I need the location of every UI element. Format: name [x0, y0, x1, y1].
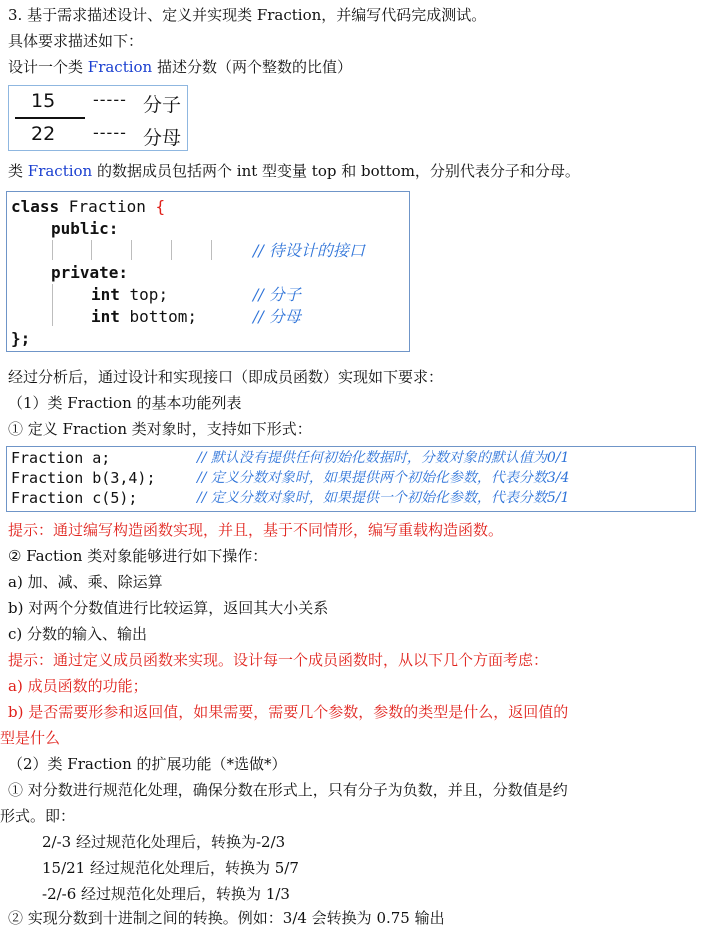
consider-a: a) 成员函数的功能； [8, 677, 148, 695]
task-title: 3. 基于需求描述设计、定义并实现类 Fraction，并编写代码完成测试。 [8, 6, 487, 24]
denominator: 22 [31, 123, 56, 145]
label-numerator: 分子 [143, 94, 182, 116]
item-2-heading: ② Faction 类对象能够进行如下操作： [8, 547, 268, 565]
requirement-intro: 具体要求描述如下： [8, 32, 144, 50]
operation-a: a) 加、减、乘、除运算 [8, 573, 163, 591]
item-1-heading: ① 定义 Fraction 类对象时，支持如下形式： [8, 420, 312, 438]
extension-item-2: ② 实现分数到十进制之间的转换。例如：3/4 会转换为 0.75 输出 [8, 909, 445, 927]
code-comment-interface: // 待设计的接口 [253, 241, 365, 260]
example-code-block [6, 446, 696, 512]
code-comment-bottom: // 分母 [253, 307, 301, 326]
example-comment-c: // 定义分数对象时，如果提供一个初始化参数，代表分数5/1 [197, 490, 570, 506]
class-description: 设计一个类 Fraction 描述分数（两个整数的比值） [8, 58, 353, 76]
extension-item-1: ① 对分数进行规范化处理，确保分数在形式上，只有分子为负数，并且，分数值是约 [8, 781, 568, 799]
consider-b-cont: 型是什么 [0, 729, 61, 747]
basic-features-heading: （1）类 Fraction 的基本功能列表 [8, 394, 242, 412]
extension-item-1-cont: 形式。即： [0, 807, 76, 825]
normalize-example-3: -2/-6 经过规范化处理后，转换为 1/3 [42, 885, 290, 903]
consider-b: b) 是否需要形参和返回值，如果需要，需要几个参数，参数的类型是什么，返回值的 [8, 703, 569, 721]
hint-constructor: 提示：通过编写构造函数实现，并且，基于不同情形，编写重载构造函数。 [8, 521, 504, 539]
operation-c: c) 分数的输入、输出 [8, 625, 148, 643]
analysis-intro: 经过分析后，通过设计和实现接口（即成员函数）实现如下要求： [8, 368, 444, 386]
hint-member-functions: 提示：通过定义成员函数来实现。设计每一个成员函数时，从以下几个方面考虑： [8, 651, 549, 669]
extension-heading: （2）类 Fraction 的扩展功能（*选做*） [8, 755, 287, 773]
example-line-c: Fraction c(5); [11, 489, 138, 507]
fraction-bar [15, 117, 85, 119]
dash-bottom: ----- [93, 123, 127, 142]
example-line-a: Fraction a; [11, 449, 111, 467]
example-line-b: Fraction b(3,4); [11, 469, 156, 487]
numerator: 15 [31, 90, 56, 112]
dash-top: ----- [93, 90, 127, 109]
example-comment-b: // 定义分数对象时，如果提供两个初始化参数，代表分数3/4 [197, 470, 570, 486]
code-line-bottom: int bottom; [91, 307, 197, 326]
class-name: Fraction [87, 58, 153, 76]
example-comment-a: // 默认没有提供任何初始化数据时，分数对象的默认值为0/1 [197, 450, 570, 466]
code-line-private: private: [51, 263, 129, 282]
fraction-diagram [8, 85, 188, 151]
class-code-block [6, 191, 410, 352]
code-line-top: int top; [91, 285, 169, 304]
normalize-example-1: 2/-3 经过规范化处理后，转换为-2/3 [42, 833, 286, 851]
code-line-public: public: [51, 219, 119, 238]
code-comment-top: // 分子 [253, 285, 301, 304]
code-line-end: }; [11, 329, 31, 348]
members-description: 类 Fraction 的数据成员包括两个 int 型变量 top 和 bottom，分别代表分子和分母。 [8, 162, 580, 180]
operation-b: b) 对两个分数值进行比较运算，返回其大小关系 [8, 599, 329, 617]
normalize-example-2: 15/21 经过规范化处理后，转换为 5/7 [42, 859, 299, 877]
code-line-class: class Fraction { [11, 197, 166, 216]
label-denominator: 分母 [143, 127, 182, 149]
